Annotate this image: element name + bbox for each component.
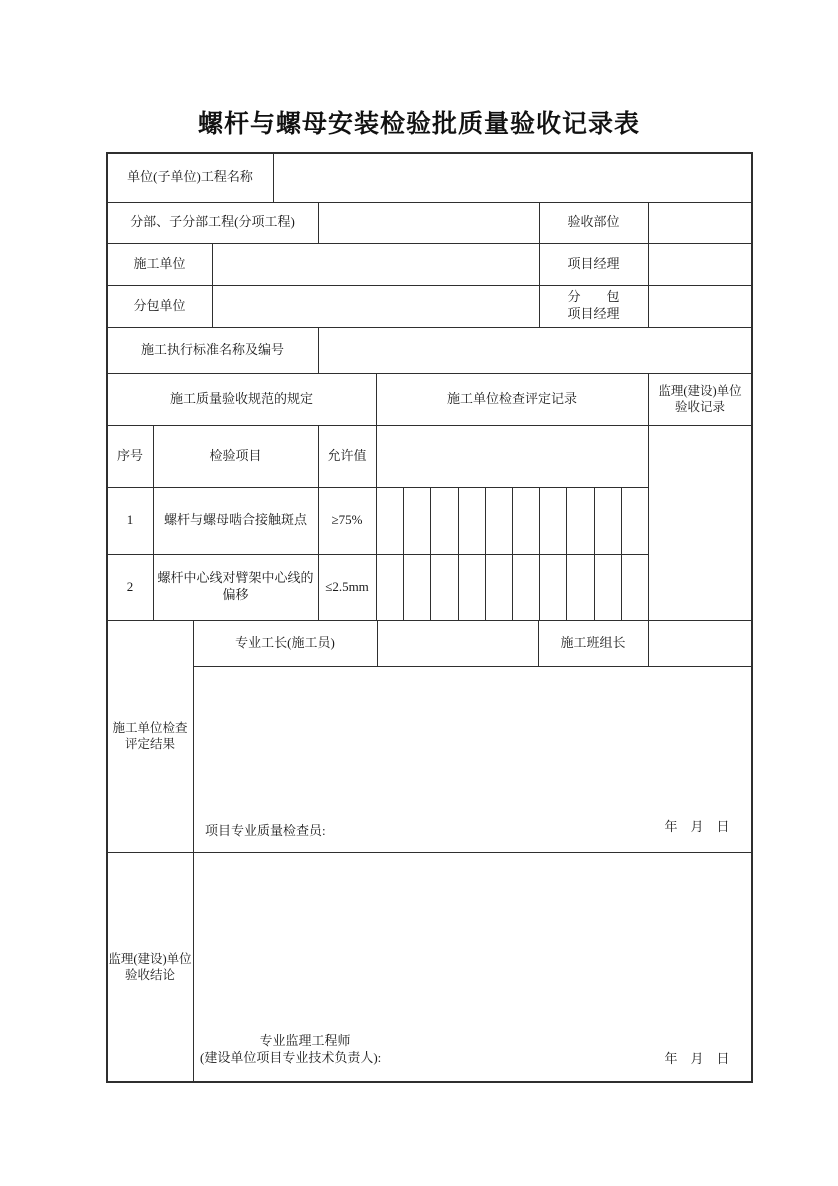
unit-project-name-field[interactable] <box>273 153 752 202</box>
check-cell[interactable] <box>539 554 566 620</box>
check-record-blank-field[interactable] <box>376 425 648 487</box>
supervision-record-field[interactable] <box>648 425 752 620</box>
check-result-label: 施工单位检查 评定结果 <box>112 720 188 751</box>
check-cell[interactable] <box>539 487 566 554</box>
supervising-engineer-label: 专业监理工程师 (建设单位项目专业技术负责人): <box>200 1033 382 1065</box>
unit-project-name-label: 单位(子单位)工程名称 <box>127 169 253 185</box>
regulation-header: 施工质量验收规范的规定 <box>169 390 313 406</box>
check-cell[interactable] <box>403 487 430 554</box>
col-allowed-header: 允许值 <box>327 447 367 463</box>
subcontractor-label: 分包单位 <box>133 297 186 313</box>
row-item: 螺杆与螺母啮合接触斑点 <box>163 512 307 528</box>
row-item: 螺杆中心线对臂架中心线的偏移 <box>157 570 314 602</box>
subcontract-pm-label: 分 包 项目经理 <box>567 289 620 321</box>
check-cell[interactable] <box>403 554 430 620</box>
construction-unit-field[interactable] <box>212 243 539 285</box>
date-label: 年 月 日 <box>664 818 730 834</box>
supervision-record-header: 监理(建设)单位 验收记录 <box>658 383 742 414</box>
check-cell[interactable] <box>512 554 539 620</box>
form-title: 螺杆与螺母安装检验批质量验收记录表 <box>197 111 640 138</box>
check-cell[interactable] <box>376 487 403 554</box>
supervision-conclusion-label: 监理(建设)单位 验收结论 <box>108 951 192 982</box>
check-grid <box>376 487 648 620</box>
subcontractor-field[interactable] <box>212 285 539 327</box>
subcontract-pm-field[interactable] <box>648 285 752 327</box>
division-project-label: 分部、子分部工程(分项工程) <box>130 214 295 230</box>
project-manager-label: 项目经理 <box>567 255 620 271</box>
row-no: 1 <box>126 512 134 528</box>
check-cell[interactable] <box>594 487 621 554</box>
check-cell[interactable] <box>458 554 485 620</box>
crew-leader-field[interactable] <box>648 620 752 666</box>
check-record-header: 施工单位检查评定记录 <box>446 390 577 406</box>
foreman-field[interactable] <box>377 620 538 666</box>
check-cell[interactable] <box>594 554 621 620</box>
construction-unit-label: 施工单位 <box>133 255 186 271</box>
check-cell[interactable] <box>566 487 593 554</box>
project-manager-field[interactable] <box>648 243 752 285</box>
standard-field[interactable] <box>318 327 752 373</box>
check-result-area-field[interactable] <box>193 666 752 852</box>
crew-leader-label: 施工班组长 <box>560 634 626 650</box>
date-label: 年 月 日 <box>664 1050 730 1066</box>
acceptance-part-label: 验收部位 <box>567 214 620 230</box>
check-cell[interactable] <box>485 554 512 620</box>
standard-label: 施工执行标准名称及编号 <box>140 341 284 357</box>
check-cell[interactable] <box>512 487 539 554</box>
row-allowed: ≤2.5mm <box>325 578 369 594</box>
check-cell[interactable] <box>430 554 457 620</box>
division-project-field[interactable] <box>318 202 539 243</box>
col-no-header: 序号 <box>116 447 143 463</box>
check-cell[interactable] <box>458 487 485 554</box>
col-item-header: 检验项目 <box>209 447 262 463</box>
check-cell[interactable] <box>621 554 648 620</box>
row-no: 2 <box>126 578 134 594</box>
check-cell[interactable] <box>430 487 457 554</box>
check-cell[interactable] <box>485 487 512 554</box>
check-cell[interactable] <box>566 554 593 620</box>
check-cell[interactable] <box>376 554 403 620</box>
conclusion-area-field[interactable] <box>193 852 752 1082</box>
inspector-label: 项目专业质量检查员: <box>205 823 326 838</box>
foreman-label: 专业工长(施工员) <box>235 634 335 650</box>
check-cell[interactable] <box>621 487 648 554</box>
row-allowed: ≥75% <box>331 512 363 528</box>
acceptance-part-field[interactable] <box>648 202 752 243</box>
